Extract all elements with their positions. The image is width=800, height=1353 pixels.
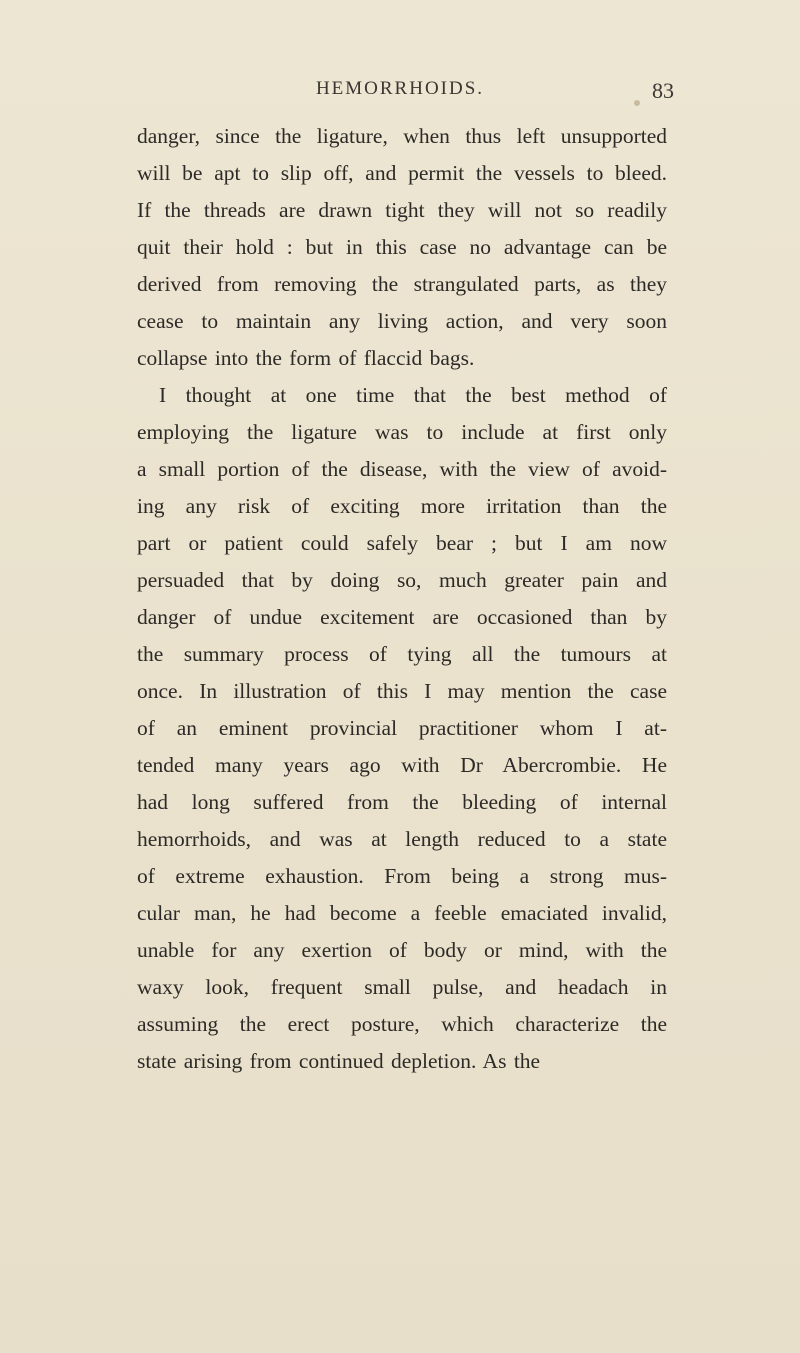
text-line: a small portion of the disease, with the view of avoid-: [137, 457, 667, 481]
text-line: cular man, he had become a feeble emaciated invalid,: [137, 901, 667, 925]
text-line: of an eminent provincial practitioner whom I at-: [137, 716, 667, 740]
text-line: danger of undue excitement are occasioned than by: [137, 605, 667, 629]
running-title: HEMORRHOIDS.: [315, 78, 485, 99]
body-text: [137, 118, 667, 1080]
text-line: danger, since the ligature, when thus left unsupported: [137, 124, 667, 148]
text-line: derived from removing the strangulated parts, as they: [137, 272, 667, 296]
text-line: persuaded that by doing so, much greater pain and: [137, 568, 667, 592]
text-line: the summary process of tying all the tumours at: [137, 642, 667, 666]
paragraph-end-line: collapse into the form of flaccid bags.: [137, 346, 475, 370]
running-head: [0, 72, 800, 112]
text-line: of extreme exhaustion. From being a strong mus-: [137, 864, 667, 888]
text-line: once. In illustration of this I may mention the case: [137, 679, 667, 703]
text-line: tended many years ago with Dr Abercrombie. He: [137, 753, 667, 777]
text-line: cease to maintain any living action, and very soon: [137, 309, 667, 333]
text-line: unable for any exertion of body or mind, with the: [137, 938, 667, 962]
paragraph-start-line: I thought at one time that the best method of: [159, 383, 667, 407]
text-line: had long suffered from the bleeding of internal: [137, 790, 667, 814]
text-line: employing the ligature was to include at first only: [137, 420, 667, 444]
text-line: part or patient could safely bear ; but I am now: [137, 531, 667, 555]
text-line: If the threads are drawn tight they will not so readily: [137, 198, 667, 222]
text-line: quit their hold : but in this case no advantage can be: [137, 235, 667, 259]
page-number: 83: [652, 78, 674, 103]
text-line: waxy look, frequent small pulse, and headach in: [137, 975, 667, 999]
text-line: assuming the erect posture, which characterize the: [137, 1012, 667, 1036]
text-line: hemorrhoids, and was at length reduced to a state: [137, 827, 667, 851]
text-line: state arising from continued depletion. As the: [137, 1049, 541, 1073]
text-line: ing any risk of exciting more irritation than the: [137, 494, 667, 518]
text-line: will be apt to slip off, and permit the vessels to bleed.: [137, 161, 667, 185]
